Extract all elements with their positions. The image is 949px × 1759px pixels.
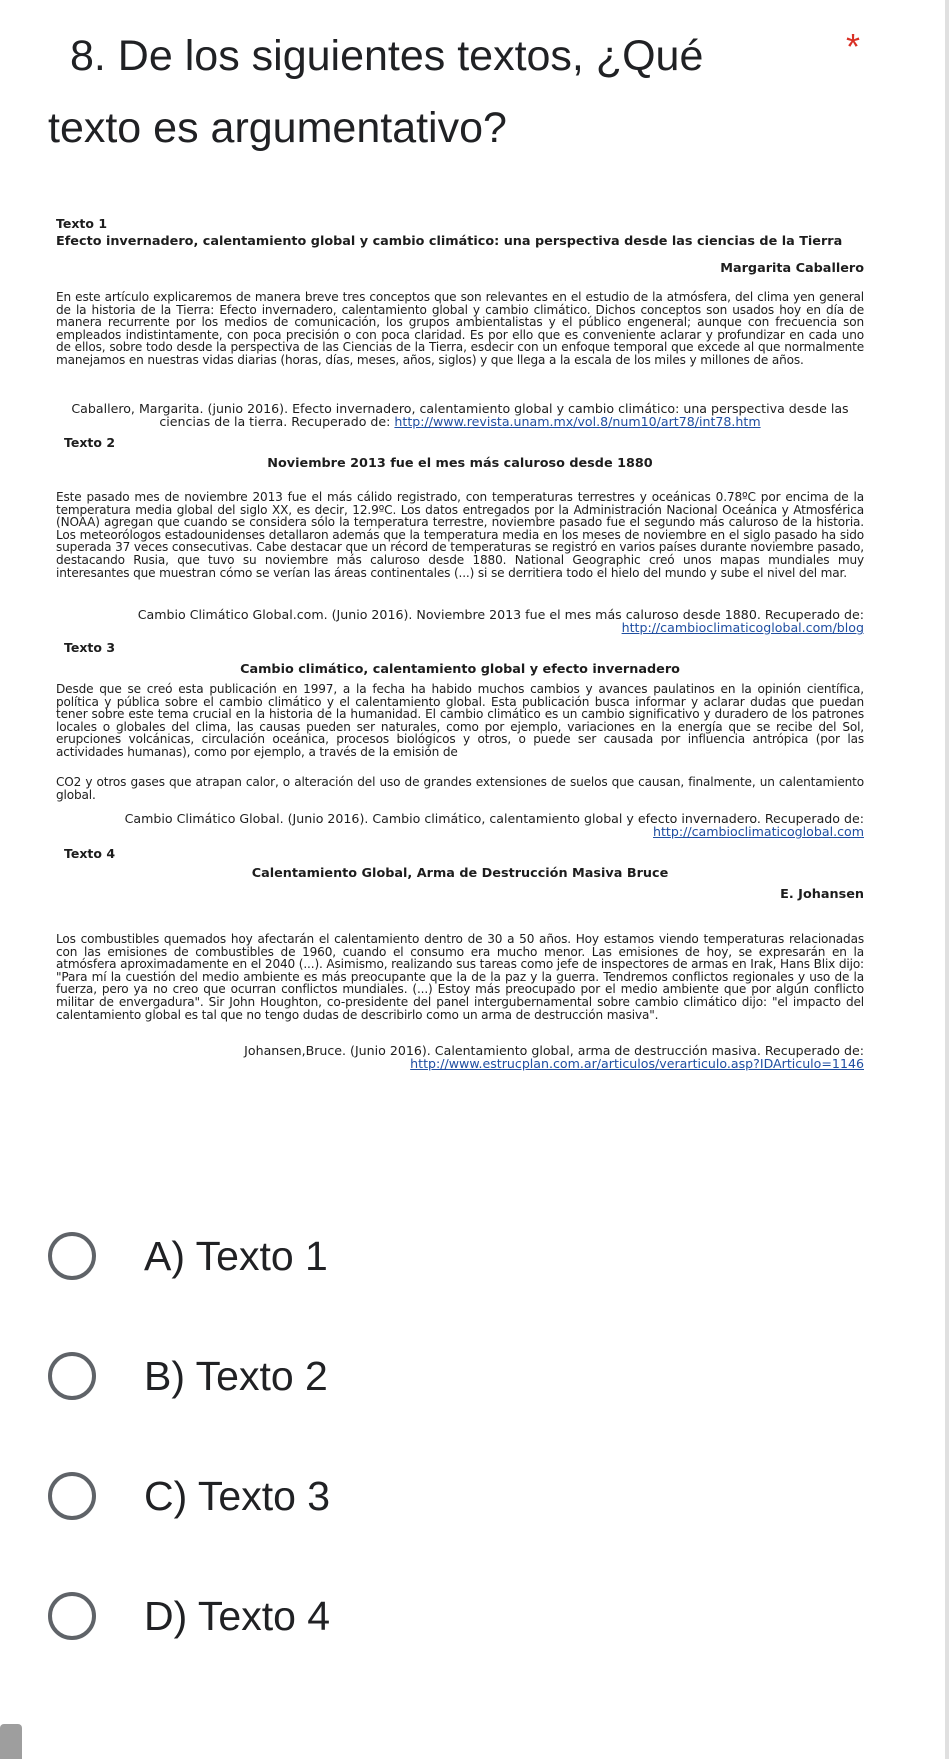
text4-title: Calentamiento Global, Arma de Destrucción Masiva Bruce <box>251 866 669 881</box>
text4-author: E. Johansen <box>780 887 864 902</box>
text2-url-link[interactable]: http://cambioclimaticoglobal.com/blog <box>621 620 864 635</box>
text1-author: Margarita Caballero <box>720 261 864 276</box>
text3-title: Cambio climático, calentamiento global y efecto invernadero <box>240 662 680 677</box>
option-c[interactable] <box>48 1466 330 1526</box>
required-indicator: * <box>846 26 861 67</box>
text4-body: Los combustibles quemados hoy afectarán el calentamiento dentro de 30 a 50 años. Hoy estamos viendo temperaturas relacionadas con las emisiones de combustibles de 1960, cuando el consumo era mucho menor. Las emisiones de hoy, se expresarán en la atmósfera aproximadamente en el 2040 (...). Asimismo, realizando sus tareas como jefe de inspectores de armas en Irak, Hans Blix dijo: "Para mí la cuestión del medio ambiente es más preocupante que la de la paz y la guerra. Tendremos conflictos regionales y uso de la fuerza, pero ya no creo que ocurran conflictos mundiales. (...) Estoy más preocupado por el medio ambiente que por algún conflicto militar de envergadura". Sir John Houghton, co-presidente del panel intergubernamental sobre cambio climático dijo: "el impacto del calentamiento global es tal que no tengo dudas de describirlo como un arma de destrucción masiva". <box>56 932 864 1022</box>
text4-label: Texto 4 <box>64 846 116 861</box>
text3-body: Desde que se creó esta publicación en 1997, a la fecha ha habido muchos cambios y avances paulatinos en la opinión científica, política y pública sobre el cambio climático y el calentamiento global. Esta publicación busca informar y aclarar dudas que puedan tener sobre este tema crucial en la historia de la humanidad. El cambio climático es un cambio significativo y duradero de los patrones locales o globales del clima, las causas pueden ser naturales, como por ejemplo, variaciones en la energía que se recibe del Sol, erupciones volcánicas, circulación oceánica, procesos biológicos y otros, o puede ser causada por influencia antrópica (por las actividades humanas), como por ejemplo, a través de la emisión de <box>56 682 864 759</box>
text4-citation: Johansen,Bruce. (Junio 2016). Calentamiento global, arma de destrucción masiva. Recuperado de: http://www.estrucplan.com.ar/articulos/verarticulo.asp?IDArticulo=1146 <box>244 1043 864 1071</box>
scrollbar-track <box>945 0 949 1759</box>
radio-button-b[interactable] <box>48 1352 96 1400</box>
text2-label: Texto 2 <box>64 435 116 450</box>
question-image <box>56 216 864 1216</box>
option-b-label: B) Texto 2 <box>144 1352 328 1399</box>
question-title: 8. De los siguientes textos, ¿Qué texto es argumentativo? <box>48 32 704 152</box>
text1-citation: Caballero, Margarita. (junio 2016). Efecto invernadero, calentamiento global y cambio climático: una perspectiva desde las ciencias de la tierra. Recuperado de: http://www.revista.unam.mx/vol.8/num10/art78/int78.htm <box>71 401 849 429</box>
option-a-label: A) Texto 1 <box>144 1232 328 1279</box>
radio-button-c[interactable] <box>48 1472 96 1520</box>
text4-url-link[interactable]: http://www.estrucplan.com.ar/articulos/verarticulo.asp?IDArticulo=1146 <box>410 1056 864 1071</box>
option-a[interactable] <box>48 1226 328 1286</box>
text2-body: Este pasado mes de noviembre 2013 fue el más cálido registrado, con temperaturas terrestres y oceánicas 0.78ºC por encima de la temperatura media global del siglo XX, es decir, 12.9ºC. Los datos entregados por la Administración Nacional Oceánica y Atmosférica (NOAA) agregan que cuando se considera sólo la temperatura terrestre, noviembre pasado fue el segundo más caluroso de la historia. Los meteorólogos estadounidenses detallaron además que la temperatura media en los meses de noviembre en el siglo pasado ha sido superada 37 veces consecutivas. Cabe destacar que un récord de temperaturas se registró en varios países durante noviembre pasado, destacando Rusia, que tuvo su noviembre más caluroso desde 1880. National Geographic creó unos mapas mundiales muy interesantes que muestran cómo se verían las áreas continentales (...) si se derritiera todo el hielo del mundo y sube el nivel del mar. <box>56 490 864 580</box>
text3-url-link[interactable]: http://cambioclimaticoglobal.com <box>653 824 864 839</box>
text2-title: Noviembre 2013 fue el mes más caluroso desde 1880 <box>267 456 653 471</box>
text3-citation: Cambio Climático Global. (Junio 2016). Cambio climático, calentamiento global y efecto invernadero. Recuperado de: http://cambioclimaticoglobal.com <box>124 811 864 839</box>
text2-citation: Cambio Climático Global.com. (Junio 2016). Noviembre 2013 fue el mes más caluroso desde 1880. Recuperado de: http://cambioclimaticoglobal.com/blog <box>137 607 864 635</box>
text1-url-link[interactable]: http://www.revista.unam.mx/vol.8/num10/art78/int78.htm <box>394 414 761 429</box>
text1-body: En este artículo explicaremos de manera breve tres conceptos que son relevantes en el estudio de la atmósfera, del clima yen general de la historia de la Tierra: Efecto invernadero, calentamiento global y cambio climático. Dichos conceptos son usados hoy en día de manera recurrente por los medios de comunicación, los grupos ambientalistas y el público engeneral; aunque con frecuencia son empleados indistintamente, con poca precisión o con poca claridad. Es por ello que es conveniente aclarar y profundizar en cada uno de ellos, sobre todo desde la perspectiva de las Ciencias de la Tierra, esdecir con un enfoque temporal que excede al que normalmente manejamos en nuestras vidas diarias (horas, días, meses, años, siglos) y que llega a la escala de los miles y millones de años. <box>56 290 864 367</box>
text3-body-continued: CO2 y otros gases que atrapan calor, o alteración del uso de grandes extensiones de suelos que causan, finalmente, un calentamiento global. <box>56 775 864 802</box>
option-d-label: D) Texto 4 <box>144 1592 331 1639</box>
option-c-label: C) Texto 3 <box>144 1472 331 1519</box>
option-d[interactable] <box>48 1586 330 1646</box>
radio-button-a[interactable] <box>48 1232 96 1280</box>
scroll-handle[interactable] <box>0 1724 22 1759</box>
text3-label: Texto 3 <box>64 640 116 655</box>
text1-label: Texto 1 <box>56 216 108 231</box>
radio-button-d[interactable] <box>48 1592 96 1640</box>
text1-title: Efecto invernadero, calentamiento global y cambio climático: una perspectiva desde las ciencias de la Tierra <box>56 234 843 249</box>
option-b[interactable] <box>48 1346 328 1406</box>
